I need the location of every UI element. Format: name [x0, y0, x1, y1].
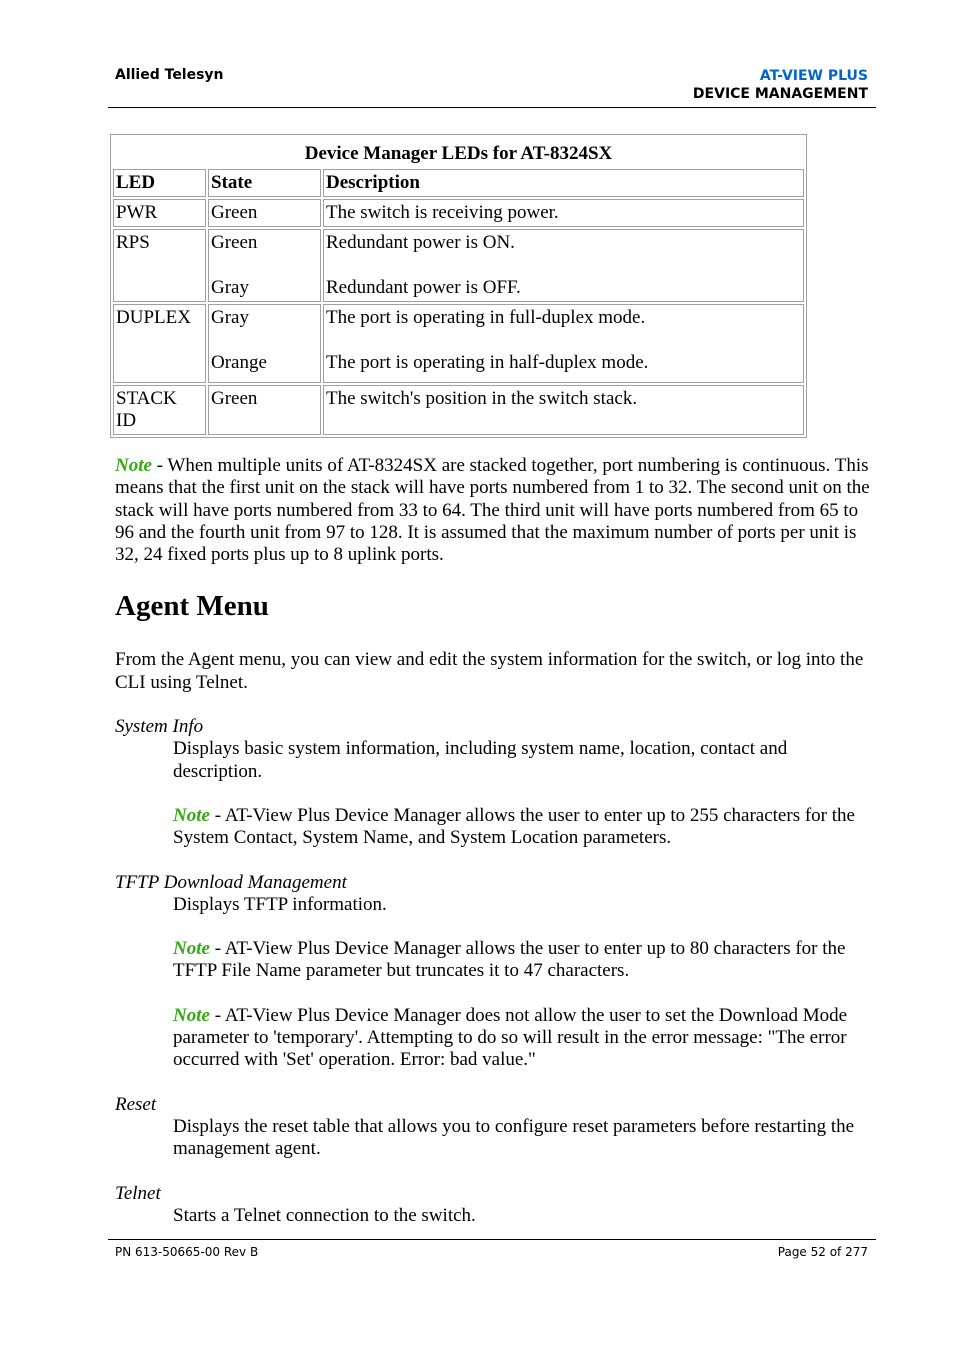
- state-value: Green: [211, 232, 258, 253]
- state-cell: [208, 304, 321, 383]
- description-cell: [323, 199, 804, 227]
- table-caption: Device Manager LEDs for AT-8324SX: [304, 143, 613, 164]
- company-name: Allied Telesyn: [115, 67, 224, 83]
- description-cell: [323, 304, 804, 383]
- term-system-info: System Info: [115, 716, 204, 738]
- description-value: Redundant power is OFF.: [326, 277, 521, 298]
- content: [115, 455, 875, 1227]
- state-value: Gray: [211, 307, 249, 328]
- def-reset: [173, 1116, 875, 1161]
- state-value: Green: [211, 202, 258, 223]
- table-row: [113, 229, 804, 302]
- header-state: State: [208, 169, 321, 197]
- table-header-row: [113, 169, 804, 197]
- tftp-note-2: [173, 1005, 875, 1072]
- tftp-note-2-text: - AT-View Plus Device Manager does not allow the user to set the Download Mode parameter to 'temporary'. Attempting to do so will result in the error message: "The error occurred with 'Set' operation. Error: bad value.": [173, 1004, 848, 1071]
- footer-divider: [108, 1239, 876, 1240]
- note-label: Note: [173, 938, 210, 960]
- table-row: [113, 304, 804, 383]
- page-number: Page 52 of 277: [777, 1245, 868, 1259]
- reset-desc: Displays the reset table that allows you to configure reset parameters before restarting the management agent.: [173, 1115, 855, 1160]
- table-row: [113, 199, 804, 227]
- state-value: Orange: [211, 352, 267, 373]
- intro-text: From the Agent menu, you can view and edit the system information for the switch, or log into the CLI using Telnet.: [115, 649, 864, 693]
- system-info-desc: Displays basic system information, including system name, location, contact and description.: [173, 738, 788, 782]
- state-cell: [208, 199, 321, 227]
- term-reset: Reset: [115, 1093, 157, 1115]
- description-value: Redundant power is ON.: [326, 232, 515, 253]
- led-cell: STACK ID: [113, 385, 206, 435]
- note-label: Note: [173, 804, 210, 826]
- product-name: AT-VIEW PLUS: [759, 68, 868, 84]
- tftp-desc: Displays TFTP information.: [173, 893, 387, 915]
- tftp-note-1-text: - AT-View Plus Device Manager allows the user to enter up to 80 characters for the TFTP File Name parameter but truncates it to 47 characters.: [173, 938, 846, 982]
- note-label: Note: [173, 1004, 210, 1026]
- tftp-note-1: [173, 938, 875, 983]
- term-tftp: TFTP Download Management: [115, 871, 347, 893]
- note-label: Note: [115, 455, 152, 476]
- header-divider: [108, 107, 876, 108]
- description-value: The port is operating in full-duplex mode.: [326, 307, 646, 328]
- state-cell: [208, 385, 321, 435]
- header-right: [693, 67, 868, 103]
- led-cell: DUPLEX: [113, 304, 206, 383]
- led-cell: RPS: [113, 229, 206, 302]
- stack-note: [115, 455, 875, 566]
- system-info-note: [173, 805, 875, 850]
- table-row: [113, 385, 804, 435]
- state-value: Gray: [211, 277, 249, 298]
- header-description: Description: [323, 169, 804, 197]
- stack-note-text: - When multiple units of AT-8324SX are stacked together, port numbering is continuous. This means that the first unit on the stack will have ports numbered from 1 to 32. The second unit on the stack will have ports numbered from 33 to 64. The third unit will have ports numbered from 65 to 96 and the fourth unit from 97 to 128. It is assumed that the maximum number of ports per unit is 32, 24 fixed ports plus up to 8 uplink ports.: [115, 455, 870, 566]
- def-system-info: [173, 738, 875, 849]
- led-cell: PWR: [113, 199, 206, 227]
- led-table: [110, 134, 807, 438]
- section-name: DEVICE MANAGEMENT: [692, 86, 868, 102]
- state-cell: [208, 229, 321, 302]
- def-tftp: [173, 894, 875, 1072]
- description-value: The switch's position in the switch stack.: [326, 388, 638, 409]
- part-number: PN 613-50665-00 Rev B: [115, 1245, 259, 1259]
- telnet-desc: Starts a Telnet connection to the switch.: [173, 1204, 476, 1226]
- description-cell: [323, 229, 804, 302]
- state-value: Green: [211, 388, 258, 409]
- description-cell: [323, 385, 804, 435]
- header-led: LED: [113, 169, 206, 197]
- def-telnet: [173, 1205, 875, 1227]
- section-title: Agent Menu: [115, 590, 269, 623]
- description-value: The port is operating in half-duplex mode.: [326, 352, 649, 373]
- system-info-note-text: - AT-View Plus Device Manager allows the user to enter up to 255 characters for the System Contact, System Name, and System Location parameters.: [173, 804, 855, 849]
- description-value: The switch is receiving power.: [326, 202, 559, 223]
- term-telnet: Telnet: [115, 1182, 161, 1204]
